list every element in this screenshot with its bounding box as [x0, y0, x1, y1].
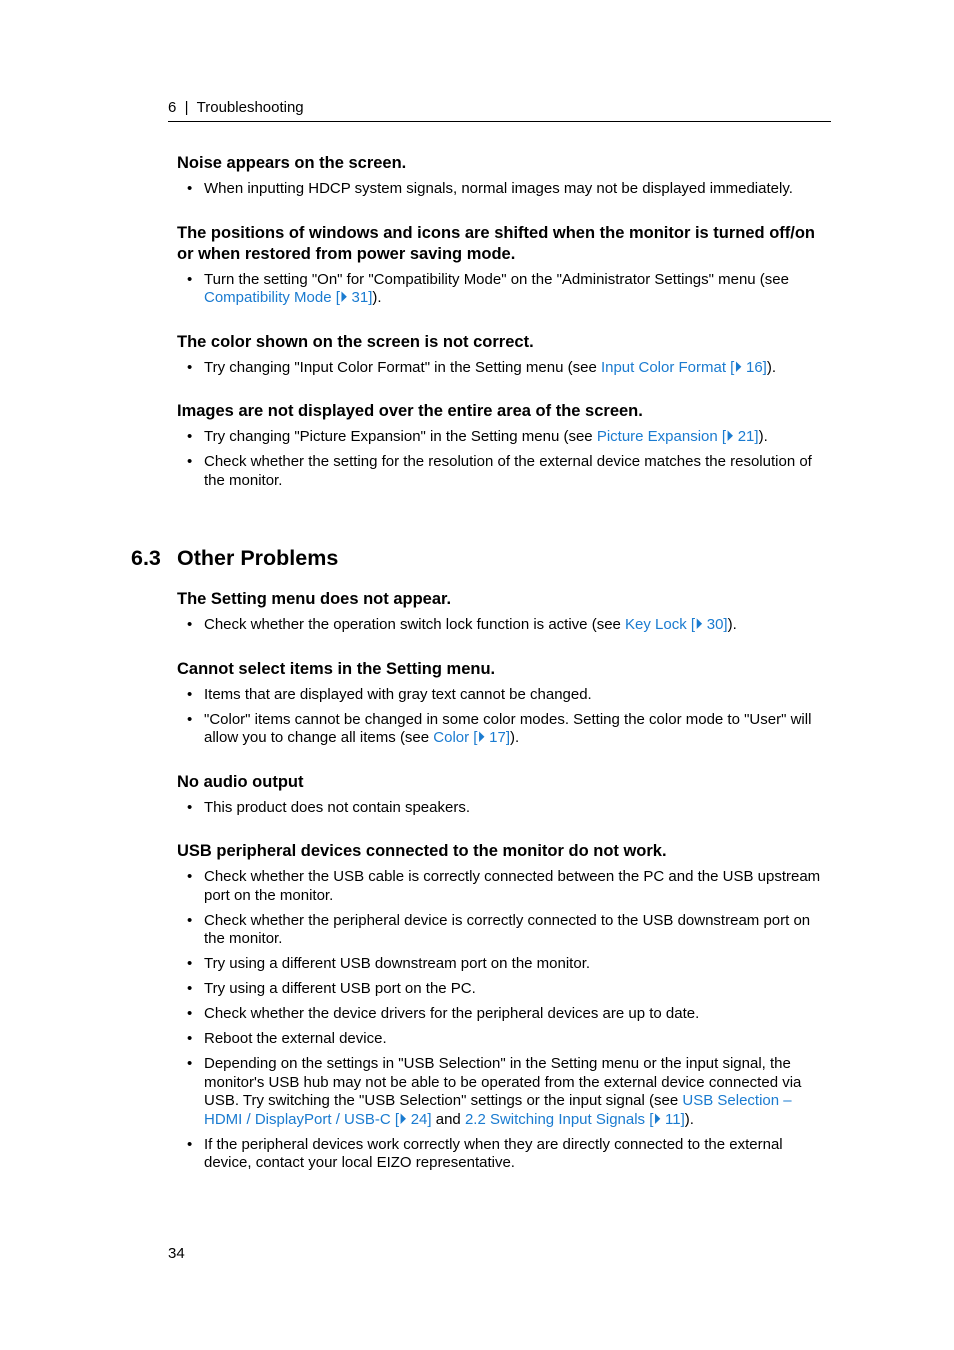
troubleshooting-sections — [177, 153, 832, 514]
solution-text: Check whether the device drivers for the peripheral devices are up to date. — [204, 1005, 700, 1022]
bullet: • — [187, 798, 193, 816]
solution-list — [177, 868, 832, 1173]
bullet: • — [187, 911, 193, 929]
problem-title: The Setting menu does not appear. — [177, 590, 452, 608]
page-header — [168, 99, 831, 122]
bullet: • — [187, 980, 193, 997]
solution-text: Reboot the external device. — [204, 1030, 387, 1047]
solution-list — [177, 428, 832, 490]
problem-section — [177, 772, 832, 818]
problem-title: Cannot select items in the Setting menu. — [177, 659, 496, 678]
solution-item — [177, 359, 832, 378]
problem-title: Images are not displayed over the entire area of the screen. — [177, 402, 643, 420]
problem-section — [177, 223, 832, 308]
bullet: • — [187, 955, 193, 972]
solution-item — [177, 711, 832, 748]
solution-item — [177, 955, 832, 974]
bullet: • — [187, 180, 193, 197]
other-problems-sections — [177, 589, 832, 1197]
solution-text: This product does not contain speakers. — [204, 798, 470, 816]
problem-title: The color shown on the screen is not correct. — [177, 332, 534, 351]
solution-text: Try using a different USB port on the PC. — [204, 980, 476, 997]
solution-item — [177, 686, 832, 705]
chapter-heading — [131, 544, 338, 572]
solution-item — [177, 616, 832, 635]
problem-section — [177, 659, 832, 748]
cross-reference-link[interactable]: 2.2 Switching Input Signals [⏵ 11] — [464, 1110, 685, 1128]
bullet: • — [187, 358, 193, 376]
bullet: • — [187, 1030, 193, 1047]
solution-item — [177, 868, 832, 905]
solution-item — [177, 271, 832, 308]
bullet: • — [187, 1005, 193, 1022]
solution-item — [177, 1005, 832, 1024]
bullet: • — [187, 710, 193, 728]
solution-item — [177, 980, 832, 999]
problem-section — [177, 153, 832, 199]
solution-text: Check whether the setting for the resolution of the external device matches the resolution of the monitor. — [204, 453, 812, 489]
solution-text: Depending on the settings in "USB Selection" in the Setting menu or the input signal, the monitor's USB hub may not be able to be operated from the external device connected via USB. Try switching the "USB Selection" settings or the input signal (see — [204, 1055, 802, 1109]
solution-list — [177, 686, 832, 748]
cross-reference-link[interactable]: Compatibility Mode [⏵ 31] — [204, 289, 373, 306]
solution-text: Check whether the operation switch lock function is active (see — [204, 616, 626, 633]
solution-item — [177, 799, 832, 818]
solution-list — [177, 616, 832, 635]
bullet: • — [187, 616, 193, 633]
solution-text: ). — [727, 616, 737, 633]
solution-text: Try changing "Picture Expansion" in the Setting menu (see — [204, 428, 597, 445]
solution-text: Try changing "Input Color Format" in the Setting menu (see — [204, 358, 601, 376]
solution-text: Items that are displayed with gray text cannot be changed. — [204, 685, 592, 703]
bullet: • — [187, 1055, 193, 1072]
bullet: • — [187, 1135, 193, 1153]
solution-list — [177, 359, 832, 378]
problem-title: The positions of windows and icons are shifted when the monitor is turned off/on or when restored from power saving mode. — [177, 223, 816, 263]
solution-text: ). — [684, 1110, 694, 1128]
solution-text: Check whether the USB cable is correctly connected between the PC and the USB upstream port on the monitor. — [204, 868, 821, 904]
solution-item — [177, 1136, 832, 1173]
solution-text: Check whether the peripheral device is correctly connected to the USB downstream port on the monitor. — [204, 911, 811, 947]
cross-reference-link[interactable]: Input Color Format [⏵ 16] — [600, 358, 767, 376]
problem-title: Noise appears on the screen. — [177, 154, 407, 172]
problem-section — [177, 401, 832, 490]
solution-text: ). — [510, 729, 520, 746]
solution-list — [177, 799, 832, 818]
chapter-number: 6.3 — [131, 546, 161, 570]
solution-item — [177, 428, 832, 447]
problem-title: No audio output — [177, 772, 304, 791]
page-number: 34 — [168, 1245, 185, 1262]
bullet: • — [187, 685, 193, 703]
solution-text: When inputting HDCP system signals, normal images may not be displayed immediately. — [204, 180, 793, 197]
bullet: • — [187, 270, 193, 288]
solution-item — [177, 1055, 832, 1129]
bullet: • — [187, 453, 193, 470]
solution-item — [177, 912, 832, 949]
page-footer — [168, 1245, 185, 1263]
solution-text: Try using a different USB downstream port on the monitor. — [204, 955, 591, 972]
solution-text: "Color" items cannot be changed in some color modes. Setting the color mode to "User" will allow you to change all items (see — [204, 710, 812, 746]
solution-text: and — [431, 1110, 465, 1128]
chapter-title: Other Problems — [177, 546, 339, 570]
cross-reference-link[interactable]: Key Lock [⏵ 30] — [625, 616, 728, 633]
header-text: 6 | Troubleshooting — [168, 99, 304, 116]
solution-text: ). — [372, 289, 382, 306]
problem-title: USB peripheral devices connected to the monitor do not work. — [177, 842, 667, 860]
problem-section — [177, 332, 832, 378]
solution-list — [177, 271, 832, 308]
solution-item — [177, 1030, 832, 1049]
solution-item — [177, 453, 832, 490]
cross-reference-link[interactable]: Color [⏵ 17] — [433, 729, 510, 746]
solution-text: ). — [766, 358, 777, 376]
solution-text: Turn the setting "On" for "Compatibility Mode" on the "Administrator Settings" menu (see — [204, 270, 789, 288]
cross-reference-link[interactable]: USB Selection – HDMI / DisplayPort / USB-C [⏵ 24] — [204, 1092, 792, 1128]
cross-reference-link[interactable]: Picture Expansion [⏵ 21] — [596, 428, 759, 445]
solution-list — [177, 180, 832, 199]
solution-text: ). — [758, 428, 768, 445]
solution-item — [177, 180, 832, 199]
problem-section — [177, 589, 832, 635]
problem-section — [177, 841, 832, 1173]
bullet: • — [187, 868, 193, 885]
bullet: • — [187, 428, 193, 445]
solution-text: If the peripheral devices work correctly when they are directly connected to the external device, contact your local EIZO representative. — [204, 1135, 783, 1171]
